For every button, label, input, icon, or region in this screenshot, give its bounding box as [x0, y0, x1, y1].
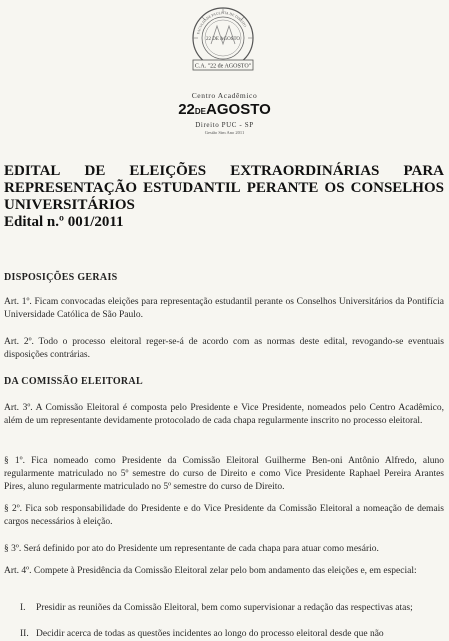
title-word: DE: [84, 163, 106, 179]
academic-seal-logo: [171, 4, 275, 84]
section-heading-disposicoes: DISPOSIÇÕES GERAIS: [4, 272, 118, 283]
list-item: [20, 602, 444, 615]
list-item-text: Presidir as reuniões da Comissão Eleitoral, bem como supervisionar a redação das respectivas atas;: [36, 603, 413, 613]
title-line-2: [4, 180, 444, 197]
title-word: EXTRAORDINÁRIAS: [230, 163, 380, 179]
title-word: ESTUDANTIL: [143, 180, 241, 196]
title-word: PERANTE: [246, 180, 319, 196]
brand-subtitle: Direito PUC - SP: [195, 121, 254, 129]
seal-banner-text: C.A. "22 de AGOSTO": [194, 63, 252, 70]
title-line-1: [4, 163, 444, 180]
brand-tagline: Gestão Sim Ano 2011: [204, 130, 245, 135]
seal-ring-text: FACULDADE PAULISTA DE DIREITO: [196, 10, 248, 35]
title-word: PARA: [403, 163, 444, 179]
title-word: ELEIÇÕES: [129, 163, 207, 179]
article-4: Art. 4º. Compete à Presidência da Comissão Eleitoral zelar pelo bom andamento das eleições e, em especial:: [4, 566, 417, 576]
title-word: OS: [324, 180, 345, 196]
org-name: Centro Acadêmico: [191, 91, 258, 100]
seal-center-text: 22 DE AGOSTO: [205, 37, 241, 42]
article-3: Art. 3º. A Comissão Eleitoral é composta pelo Presidente e Vice Presidente, nomeados pelo Centro Acadêmico, além de um representante devidamente protocolado de cada chapa regularmente inscrito no processo eleitoral.: [4, 403, 444, 426]
brand-word: AGOSTO: [206, 101, 271, 118]
section-heading-comissao: DA COMISSÃO ELEITORAL: [4, 376, 143, 387]
list-item-text: Decidir acerca de todas as questões incidentes ao longo do processo eleitoral desde que não: [36, 629, 384, 639]
brand-de: DE: [194, 107, 207, 116]
brand-number: 22: [178, 101, 195, 118]
title-word: REPRESENTAÇÃO: [4, 180, 138, 196]
list-item-number: I.: [20, 603, 26, 613]
paragraph-2: § 2º. Fica sob responsabilidade do Presidente e do Vice Presidente da Comissão Eleitoral a nomeação de demais cargos necessários à eleição.: [4, 504, 444, 527]
title-word: CONSELHOS: [350, 180, 444, 196]
title-word: EDITAL: [4, 163, 61, 179]
brand-title: [0, 101, 449, 118]
article-2: Art. 2º. Todo o processo eleitoral reger-se-á de acordo com as normas deste edital, revogando-se eventuais disposições contrárias.: [4, 337, 444, 360]
list-item: [20, 628, 444, 641]
list-item-number: II.: [20, 629, 29, 639]
title-line-3: UNIVERSITÁRIOS: [4, 197, 135, 213]
paragraph-3: § 3º. Será definido por ato do Presidente um representante de cada chapa para atuar como mesário.: [4, 544, 379, 554]
document-title: [4, 163, 444, 231]
article-1: Art. 1º. Ficam convocadas eleições para representação estudantil perante os Conselhos Universitários da Pontifícia Universidade Católica de São Paulo.: [4, 297, 444, 320]
paragraph-1: § 1º. Fica nomeado como Presidente da Comissão Eleitoral Guilherme Ben-oni Antônio Alfredo, aluno regularmente matriculado no 5º semestre do curso de Direito e como Vice Presidente Raphael Pereira Arantes Pires, aluno regularmente matriculado no 5º semestre do curso de Direito.: [4, 456, 444, 492]
edital-number: Edital n.º 001/2011: [4, 214, 124, 230]
